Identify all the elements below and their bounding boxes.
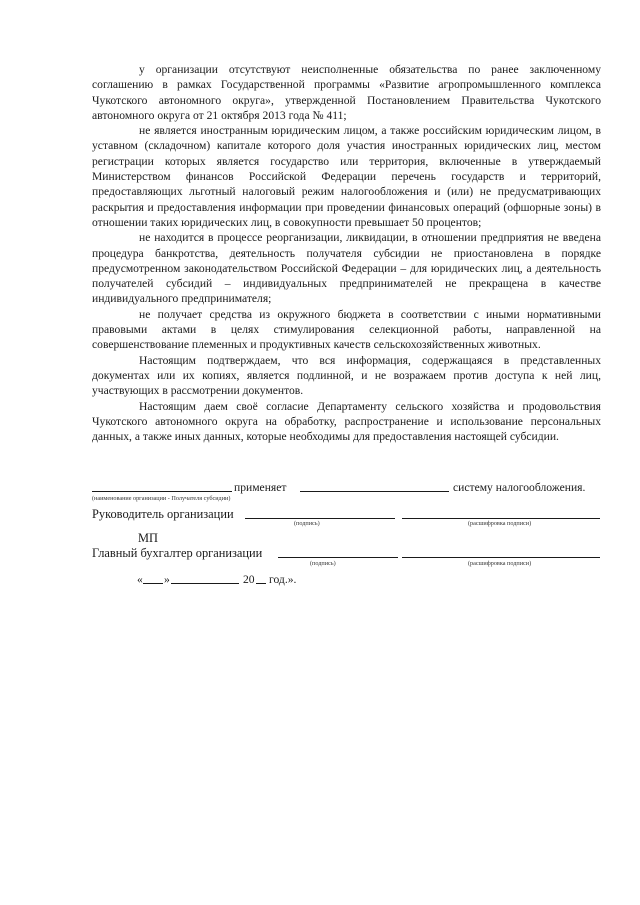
accountant-signature-caption: (подпись): [310, 560, 336, 567]
seal-place-label: МП: [138, 531, 158, 545]
accountant-decoding-caption: (расшифровка подписи): [468, 560, 532, 567]
date-quote-close: »: [164, 573, 170, 586]
document-body: [92, 62, 601, 444]
date-quote-open: «: [137, 573, 143, 586]
head-decoding-caption: (расшифровка подписи): [468, 520, 532, 527]
org-name-caption: (наименование организации - Получателя субсидии): [92, 495, 231, 502]
tax-system-blank-line: [300, 491, 449, 492]
head-decoding-line: [402, 518, 600, 519]
date-day-blank: [143, 583, 163, 584]
paragraph-information-confirmation: Настоящим подтверждаем, что вся информация, содержащаяся в представленных документах или их копиях, является подлинной, и не возражаем против доступа к ней лиц, участвующих в рассмотрении документов.: [92, 353, 601, 398]
head-signature-caption: (подпись): [294, 520, 320, 527]
accountant-signature-line: [278, 557, 398, 558]
tax-applies-text: применяет: [234, 481, 287, 494]
date-century: 20: [243, 573, 255, 586]
head-of-organization-label: Руководитель организации: [92, 507, 234, 521]
paragraph-data-consent: Настоящим даем своё согласие Департаменту сельского хозяйства и продовольствия Чукотского автономного округа на обработку, распространение и использование персональных данных, а также иных данных, которые необходимы для предоставления настоящей субсидии.: [92, 399, 601, 444]
date-year-blank: [256, 583, 266, 584]
paragraph-not-foreign-entity: не является иностранным юридическим лицом, а также российским юридическим лицом, в уставном (складочном) капитале которого доля участия иностранных юридических лиц, местом регистрации которых является государство или территория, включенные в утверждаемый Министерством финансов Российской Федерации перечень государств и территорий, предоставляющих льготный налоговый режим налогообложения и (или) не предусматривающих раскрытия и предоставления информации при проведении финансовых операций (офшорные зоны) в отношении таких юридических лиц, в совокупности превышает 50 процентов;: [92, 124, 601, 229]
chief-accountant-label: Главный бухгалтер организации: [92, 546, 263, 560]
date-year-suffix: год.».: [269, 573, 297, 586]
paragraph-no-other-budget-funds: не получает средства из окружного бюджета в соответствии с иными нормативными правовыми актами в целях стимулирования селекционной работы, направленной на совершенствование племенных и продуктивных качеств сельскохозяйственных животных.: [92, 307, 601, 352]
date-month-blank: [171, 583, 239, 584]
tax-system-text: систему налогообложения.: [453, 481, 586, 494]
paragraph-not-in-liquidation: не находится в процессе реорганизации, ликвидации, в отношении предприятия не введена процедура банкротства, деятельность получателя субсидии не приостановлена в порядке предусмотренном законодательством Российской Федерации – для юридических лиц, а деятельность получателей субсидий – индивидуальных предпринимателей не прекращена в качестве индивидуального предпринимателя;: [92, 231, 601, 306]
org-name-blank-line: [92, 491, 232, 492]
head-signature-line: [245, 518, 395, 519]
paragraph-no-obligations: у организации отсутствуют неисполненные обязательства по ранее заключенному соглашению в рамках Государственной программы «Развитие агропромышленного комплекса Чукотского автономного округа», утвержденной Постановлением Правительства Чукотского автономного округа от 21 октября 2013 года № 411;: [92, 63, 601, 122]
accountant-decoding-line: [402, 557, 600, 558]
